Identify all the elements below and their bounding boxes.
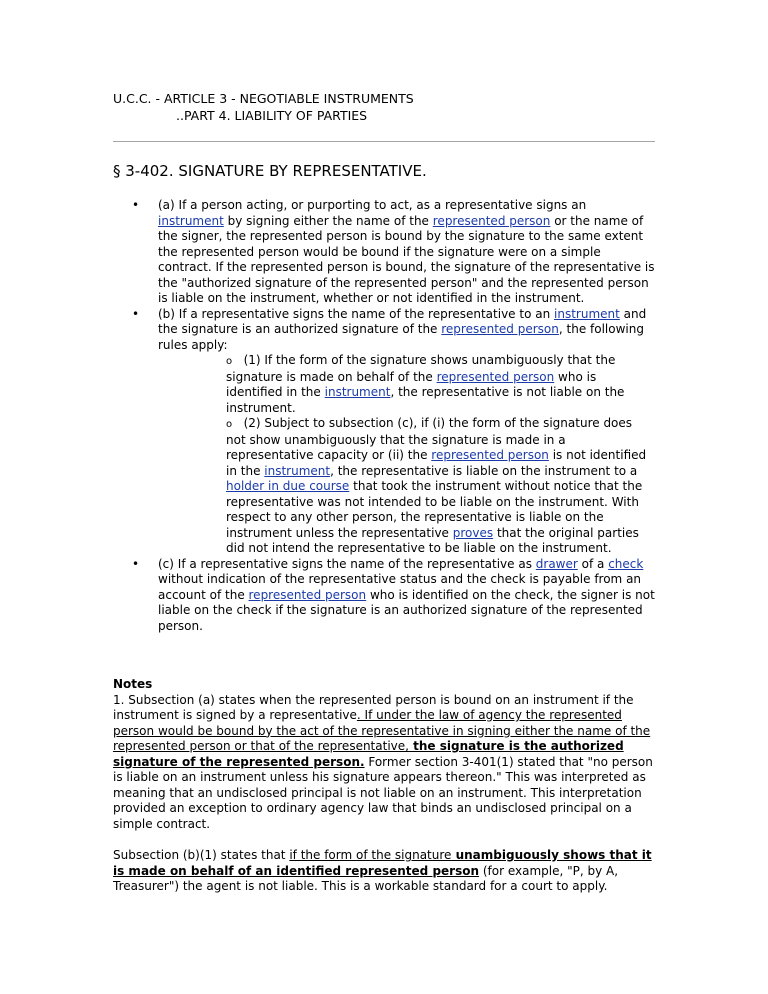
link-drawer[interactable]: drawer bbox=[535, 556, 578, 571]
subsection-b-text-3: , the following rules apply: bbox=[158, 322, 644, 352]
subsection-b2-text-1: (2) Subject to subsection (c), if (i) the form of the signature does not show unambiguously that the signature is made in a representative capacity or (ii) the bbox=[226, 416, 633, 462]
notes-p2-text-2: (for example, "P, by A, Treasurer") the agent is not liable. This is a workable standard for a court to apply. bbox=[113, 863, 619, 893]
subsection-a-text-2: by signing either the name of the bbox=[223, 213, 433, 228]
subsection-c-text-2: of a bbox=[577, 556, 609, 571]
bullet-icon: • bbox=[132, 198, 140, 212]
subsection-b-text-1: (b) If a representative signs the name of the representative to an bbox=[158, 306, 555, 321]
document-header-line2: ..PART 4. LIABILITY OF PARTIES bbox=[176, 108, 368, 123]
notes-p2-underlined: if the form of the signature bbox=[289, 848, 452, 862]
link-instrument[interactable]: instrument bbox=[264, 463, 331, 478]
subsection-b2-text-3: , the representative is liable on the instrument to a bbox=[330, 463, 638, 478]
subsection-b2-text-4: that took the instrument without notice that the representative was not intended to be liable on the instrument. With respect to any other person, the representative is liable on the instrument unless the representative bbox=[226, 479, 643, 540]
circle-bullet-icon: o bbox=[226, 356, 233, 367]
subsection-b1-text-1: (1) If the form of the signature shows unambiguously that the signature is made on behalf of the bbox=[226, 353, 616, 384]
subsection-b2-text-2: is not identified in the bbox=[226, 448, 647, 478]
subsection-c-text-1: (c) If a representative signs the name of the representative as bbox=[158, 556, 536, 571]
section-title: § 3-402. SIGNATURE BY REPRESENTATIVE. bbox=[113, 162, 427, 180]
subsection-b-1 bbox=[226, 353, 654, 416]
notes-section bbox=[113, 677, 658, 895]
link-represented-person[interactable]: represented person bbox=[436, 369, 555, 384]
notes-p1-bold-underlined: the signature is the authorized signature of the represented person. bbox=[113, 739, 624, 769]
subsection-list bbox=[132, 198, 655, 634]
notes-paragraph-2 bbox=[113, 848, 658, 895]
subsection-c-text-3: without indication of the representative status and the check is payable from an account of the bbox=[158, 572, 642, 602]
subsection-b-2 bbox=[226, 416, 654, 557]
subsection-a bbox=[132, 198, 655, 307]
notes-p1-text-2: Former section 3-401(1) stated that "no person is liable on an instrument unless his signature appears thereon." This was interpreted as meaning that an undisclosed principal is not liable on an instrument. This interpretation provided an exception to ordinary agency law that binds an undisclosed principal on a simple contract. bbox=[113, 754, 653, 831]
subsection-c-text-4: who is identified on the check, the signer is not liable on the check if the signature is an authorized signature of the represented person. bbox=[158, 587, 655, 633]
notes-p2-text-1: Subsection (b)(1) states that bbox=[113, 848, 290, 862]
horizontal-divider bbox=[113, 141, 655, 142]
link-instrument[interactable]: instrument bbox=[158, 213, 224, 228]
link-check[interactable]: check bbox=[608, 556, 644, 571]
paragraph-gap bbox=[113, 832, 658, 848]
link-represented-person[interactable]: represented person bbox=[248, 587, 367, 602]
notes-p2-bold-underlined: unambiguously shows that it is made on behalf of an identified represented person bbox=[113, 848, 652, 878]
subsection-a-text-1: (a) If a person acting, or purporting to act, as a representative signs an bbox=[158, 198, 587, 212]
subsection-a-text-3: or the name of the signer, the represented person is bound by the signature to the same extent the represented person would be bound if the signature were on a simple contract. If the represented person is bound, the signature of the representative is the "authorized signature of the represented person" and the represented person is liable on the instrument, whether or not identified in the instrument. bbox=[158, 213, 655, 305]
bullet-icon: • bbox=[132, 306, 140, 321]
link-represented-person[interactable]: represented person bbox=[431, 448, 549, 462]
subsection-b1-text-2: who is identified in the bbox=[226, 369, 597, 399]
subsection-b1-text-3: , the representative is not liable on the instrument. bbox=[226, 385, 625, 415]
link-instrument[interactable]: instrument bbox=[554, 306, 620, 321]
link-proves[interactable]: proves bbox=[452, 525, 494, 540]
subsection-b2-text-5: that the original parties did not intend the representative to be liable on the instrument. bbox=[226, 525, 639, 555]
subsection-c bbox=[132, 556, 655, 635]
link-holder-in-due-course[interactable]: holder in due course bbox=[226, 479, 350, 493]
notes-paragraph-1 bbox=[113, 693, 658, 833]
notes-p1-underlined: . If under the law of agency the represented person would be bound by the act of the representative in signing either the name of the represented person or that of the representative, bbox=[113, 708, 651, 753]
document-header-line1: U.C.C. - ARTICLE 3 - NEGOTIABLE INSTRUMENTS bbox=[113, 91, 414, 106]
circle-bullet-icon: o bbox=[226, 419, 233, 430]
link-represented-person[interactable]: represented person bbox=[432, 213, 551, 228]
link-instrument[interactable]: instrument bbox=[324, 385, 391, 399]
notes-heading: Notes bbox=[113, 677, 153, 691]
subsection-b-text-2: and the signature is an authorized signature of the bbox=[158, 306, 647, 336]
notes-p1-text-1: 1. Subsection (a) states when the represented person is bound on an instrument if the instrument is signed by a representative bbox=[113, 692, 634, 722]
subsection-b bbox=[132, 306, 655, 354]
link-represented-person[interactable]: represented person bbox=[441, 322, 559, 336]
bullet-icon: • bbox=[132, 556, 140, 571]
